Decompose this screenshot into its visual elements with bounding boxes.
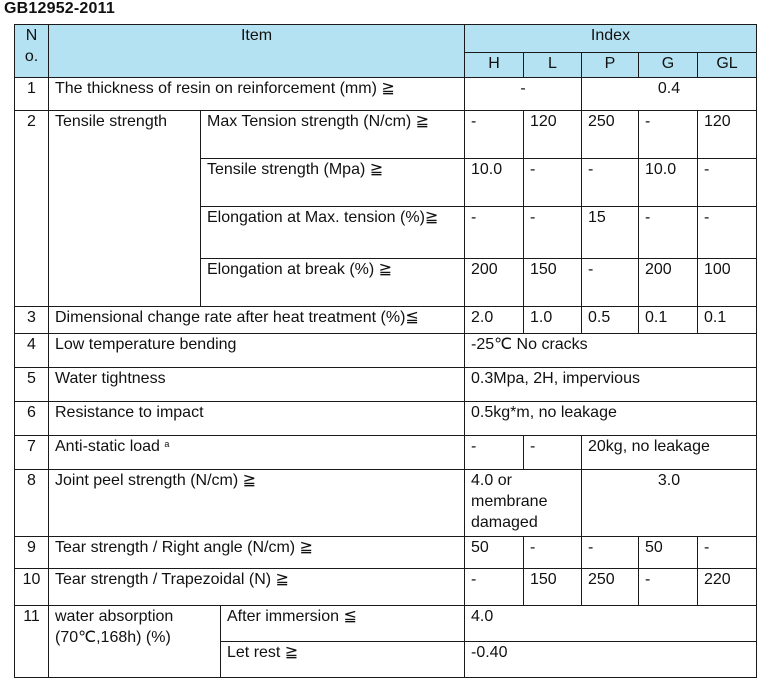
value-p: 250 bbox=[582, 569, 639, 606]
item-label: Tear strength / Right angle (N/cm) ≧ bbox=[49, 537, 465, 569]
value-all: -0.40 bbox=[465, 642, 757, 678]
value-h: - bbox=[465, 569, 524, 606]
table-row-9 bbox=[15, 537, 757, 569]
value-all: 4.0 bbox=[465, 606, 757, 642]
row-number: 9 bbox=[15, 537, 49, 569]
sub-item-label: Elongation at break (%) ≧ bbox=[201, 259, 465, 307]
row-number: 1 bbox=[15, 78, 49, 111]
footnote-mark: a bbox=[164, 439, 170, 449]
value-h: - bbox=[465, 207, 524, 259]
value-l: 1.0 bbox=[524, 307, 582, 334]
value-h: 10.0 bbox=[465, 159, 524, 207]
standard-title: GB12952-2011 bbox=[4, 0, 115, 17]
header-row-1 bbox=[15, 25, 757, 53]
table-row-5 bbox=[15, 368, 757, 402]
header-no: N o. bbox=[15, 25, 49, 78]
value-g: - bbox=[639, 111, 698, 159]
grade-p: P bbox=[582, 53, 639, 78]
value-g: 200 bbox=[639, 259, 698, 307]
value-gl: 220 bbox=[698, 569, 757, 606]
value-l: 150 bbox=[524, 259, 582, 307]
value-l: 150 bbox=[524, 569, 582, 606]
value-p: 15 bbox=[582, 207, 639, 259]
value-p: - bbox=[582, 537, 639, 569]
header-item: Item bbox=[49, 25, 465, 78]
value-h: 2.0 bbox=[465, 307, 524, 334]
value-h: - bbox=[465, 436, 524, 470]
value-pggl: 20kg, no leakage bbox=[582, 436, 757, 470]
item-label: Water tightness bbox=[49, 368, 465, 402]
value-p: 0.5 bbox=[582, 307, 639, 334]
sub-item-label: Elongation at Max. tension (%)≧ bbox=[201, 207, 465, 259]
row-number: 3 bbox=[15, 307, 49, 334]
item-label: Low temperature bending bbox=[49, 334, 465, 368]
value-h: 200 bbox=[465, 259, 524, 307]
table-row-7 bbox=[15, 436, 757, 470]
value-p: 250 bbox=[582, 111, 639, 159]
table-row-3 bbox=[15, 307, 757, 334]
row-number: 7 bbox=[15, 436, 49, 470]
table-row-10 bbox=[15, 569, 757, 606]
value-gl: - bbox=[698, 537, 757, 569]
value-gl: 120 bbox=[698, 111, 757, 159]
table-row-11 bbox=[15, 606, 757, 642]
grade-h: H bbox=[465, 53, 524, 78]
item-label: Joint peel strength (N/cm) ≧ bbox=[49, 470, 465, 537]
value-l: - bbox=[524, 207, 582, 259]
value-l: - bbox=[524, 159, 582, 207]
row-number: 5 bbox=[15, 368, 49, 402]
value-p: - bbox=[582, 259, 639, 307]
value-g: - bbox=[639, 569, 698, 606]
row-number: 8 bbox=[15, 470, 49, 537]
item-label: Dimensional change rate after heat treatment (%)≦ bbox=[49, 307, 465, 334]
value-l: - bbox=[524, 436, 582, 470]
sub-item-label: After immersion ≦ bbox=[221, 606, 465, 642]
table-row-2 bbox=[15, 111, 757, 159]
header-index: Index bbox=[465, 25, 757, 53]
value-g: 50 bbox=[639, 537, 698, 569]
value-g: 0.1 bbox=[639, 307, 698, 334]
grade-l: L bbox=[524, 53, 582, 78]
table-row-4 bbox=[15, 334, 757, 368]
value-gl: - bbox=[698, 159, 757, 207]
item-label: Resistance to impact bbox=[49, 402, 465, 436]
row-number: 6 bbox=[15, 402, 49, 436]
value-pggl: 0.4 bbox=[582, 78, 757, 111]
sub-item-label: Tensile strength (Mpa) ≧ bbox=[201, 159, 465, 207]
grade-gl: GL bbox=[698, 53, 757, 78]
value-all: -25℃ No cracks bbox=[465, 334, 757, 368]
table-row-1 bbox=[15, 78, 757, 111]
table-row-6 bbox=[15, 402, 757, 436]
item-label-cell bbox=[49, 436, 465, 470]
item-label: Anti-static load bbox=[55, 438, 160, 455]
item-label: Tear strength / Trapezoidal (N) ≧ bbox=[49, 569, 465, 606]
value-l: 120 bbox=[524, 111, 582, 159]
value-all: 0.3Mpa, 2H, impervious bbox=[465, 368, 757, 402]
spec-table bbox=[14, 24, 757, 678]
value-hl: - bbox=[465, 78, 582, 111]
value-all: 0.5kg*m, no leakage bbox=[465, 402, 757, 436]
value-h: - bbox=[465, 111, 524, 159]
row-number: 2 bbox=[15, 111, 49, 307]
value-g: 10.0 bbox=[639, 159, 698, 207]
value-hl: 4.0 or membrane damaged bbox=[465, 470, 582, 537]
row-number: 10 bbox=[15, 569, 49, 606]
row-number: 4 bbox=[15, 334, 49, 368]
value-h: 50 bbox=[465, 537, 524, 569]
value-l: - bbox=[524, 537, 582, 569]
item-label: water absorption (70℃,168h) (%) bbox=[49, 606, 221, 678]
sub-item-label: Let rest ≧ bbox=[221, 642, 465, 678]
grade-g: G bbox=[639, 53, 698, 78]
item-label: Tensile strength bbox=[49, 111, 201, 307]
value-pggl: 3.0 bbox=[582, 470, 757, 537]
value-gl: 100 bbox=[698, 259, 757, 307]
sub-item-label: Max Tension strength (N/cm) ≧ bbox=[201, 111, 465, 159]
value-gl: - bbox=[698, 207, 757, 259]
item-label: The thickness of resin on reinforcement (mm) ≧ bbox=[49, 78, 465, 111]
table-row-8 bbox=[15, 470, 757, 537]
value-gl: 0.1 bbox=[698, 307, 757, 334]
row-number: 11 bbox=[15, 606, 49, 678]
value-g: - bbox=[639, 207, 698, 259]
value-p: - bbox=[582, 159, 639, 207]
